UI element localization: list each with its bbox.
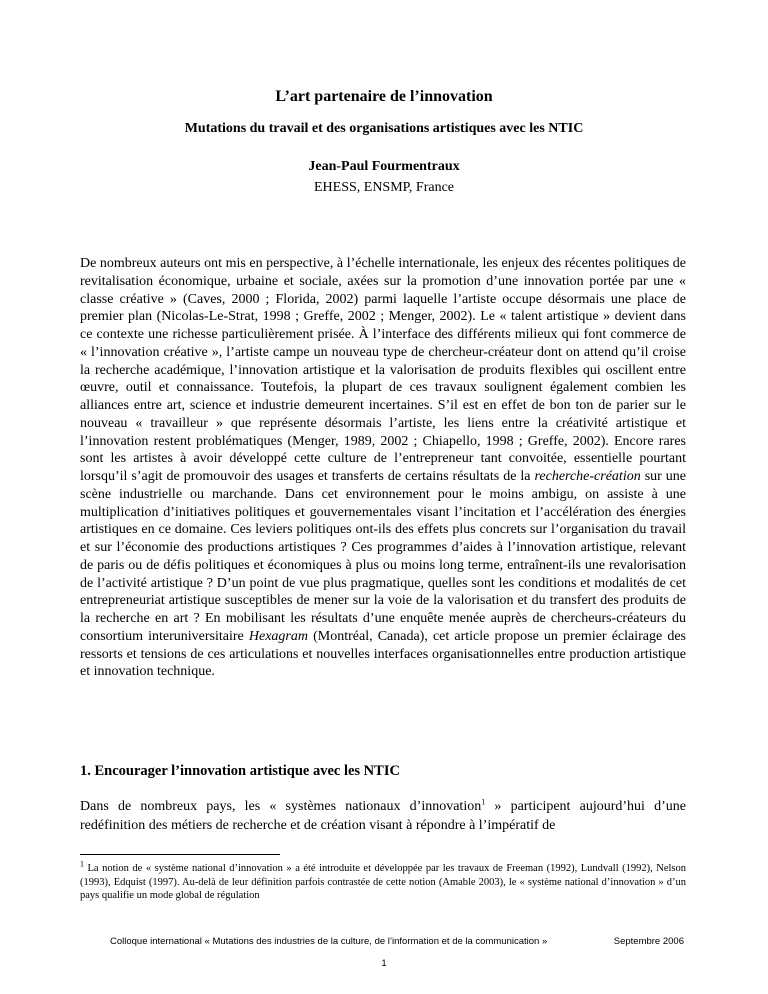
footnote [80, 859, 686, 903]
abstract-text-1: De nombreux auteurs ont mis en perspective, à l’échelle internationale, les enjeux des récentes politiques de revitalisation économique, urbaine et sociale, axées sur la promotion d’une innovation portée par une « classe créative » (Caves, 2000 ; Florida, 2002) parmi laquelle l’artiste occupe désormais une place de premier plan (Nicolas-Le-Strat, 1998 ; Greffe, 2002 ; Menger, 2002). Le « talent artistique » devient dans ce contexte une richesse particulièrement prisée. À l’interface des différents milieux qui font commerce de « l’innovation créative », l’artiste campe un nouveau type de chercheur-créateur dont on attend qu’il croise la recherche académique, l’innovation artistique et la valorisation de produits flexibles qui oscillent entre œuvre, outil et connaissance. Toutefois, la plupart de ces travaux soulignent également combien les alliances entre art, science et industrie demeurent incertaines. S’il est en effet de bon ton de parier sur le nouveau « travailleur » que représente désormais l’artiste, les liens entre la créativité artistique et l’innovation restent problématiques (Menger, 1989, 2002 ; Chiapello, 1998 ; Greffe, 2002). Encore rares sont les artistes à avoir développé cette culture de l’entrepreneur tant convoitée, essentielle pourtant lorsqu’il s’agit de promouvoir des usages et transferts de certains résultats de la [80, 256, 686, 484]
footnote-marker: 1 [80, 859, 84, 869]
abstract-italic-hexagram: Hexagram [248, 628, 308, 644]
footnote-reference[interactable]: 1 [481, 797, 486, 807]
author-name: Jean-Paul Fourmentraux [308, 159, 460, 174]
footnote-text: La notion de « système national d’innovation » a été introduite et développée par les travaux de Freeman (1992), Lundvall (1992), Nelson (1993), Edquist (1997). Au-delà de leur définition parfois contrastée de cette notion (Amable 2003), le « système national d’innovation » d’un pays qualifie un mode global de régulation [80, 863, 686, 902]
section-heading: 1. Encourager l’innovation artistique avec les NTIC [80, 763, 400, 779]
section-body-paragraph [80, 797, 686, 835]
paper-title: L’art partenaire de l’innovation [275, 88, 493, 105]
abstract-italic-term: recherche-création [534, 469, 641, 484]
author-affiliation: EHESS, ENSMP, France [313, 180, 454, 195]
abstract-paragraph [80, 255, 686, 681]
footer-date: Septembre 2006 [613, 936, 684, 947]
page-number: 1 [381, 958, 387, 969]
footer-conference: Colloque international « Mutations des industries de la culture, de l’information et de la communication » [110, 936, 548, 947]
body-text-2: » participent aujourd’hui d’une redéfinition des métiers de recherche et de création visant à répondre à l’impératif de [80, 799, 686, 833]
abstract-text-3: (Montréal, Canada), cet article propose un premier éclairage des ressorts et tensions de ces articulations et nouvelles interfaces organisationnelles entre production artistique et innovation technique. [80, 628, 686, 680]
body-text-1: Dans de nombreux pays, les « systèmes nationaux d’innovation [80, 799, 482, 814]
footnote-divider [80, 854, 280, 855]
abstract-text-2: sur une scène industrielle ou marchande. Dans cet environnement pour le moins ambigu, on assiste à une multiplication d’initiatives politiques et gouvernementales visant l’incitation et l’accélération des énergies artistiques en ce domaine. Ces leviers politiques ont-ils des effets plus concrets sur l’organisation du travail et sur l’économie des productions artistiques ? Ces programmes d’aides à l’innovation artistique, relevant de paris ou de défis politiques et économiques à plus ou moins long terme, entraînent-ils une revalorisation de l’activité artistique ? D’un point de vue plus pragmatique, quelles sont les conditions et modalités de cet entrepreneuriat artistique susceptibles de mener sur la voie de la valorisation et du transfert des produits de la recherche en art ? En mobilisant les résultats d’une enquête menée auprès de chercheurs-créateurs du consortium interuniversitaire [80, 469, 686, 644]
paper-subtitle: Mutations du travail et des organisations artistiques avec les NTIC [184, 121, 584, 136]
